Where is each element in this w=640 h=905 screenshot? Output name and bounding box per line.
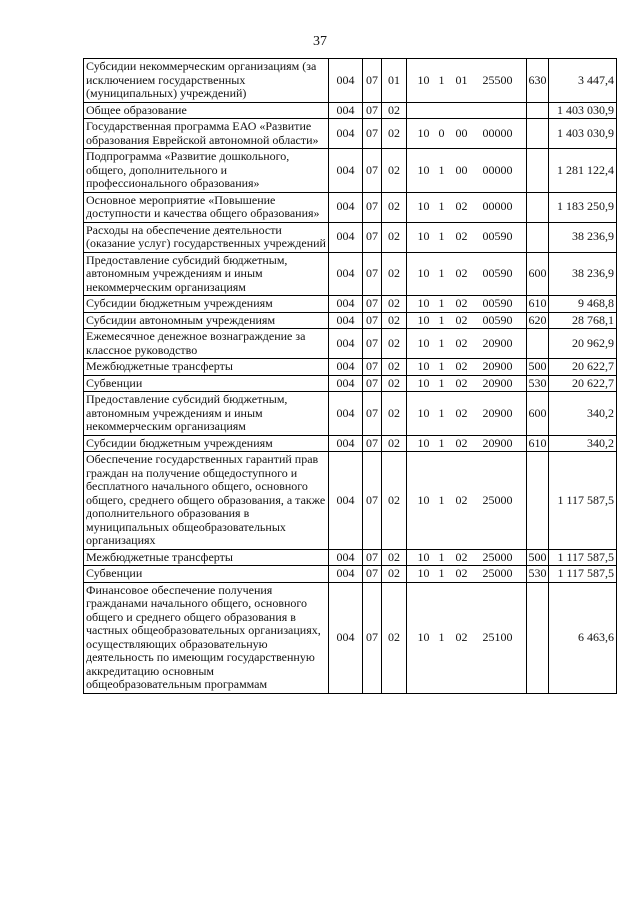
- program-code: 10: [417, 435, 430, 450]
- amount: 1 403 030,9: [549, 119, 617, 149]
- direction-code: 00590: [482, 296, 513, 310]
- direction-code: 25500: [482, 72, 513, 87]
- program-code: 10: [417, 312, 430, 327]
- direction-code: 00590: [482, 229, 513, 244]
- direction-code: 20900: [482, 405, 513, 420]
- subsection-code: 02: [382, 222, 407, 252]
- direction-code: 25100: [482, 629, 513, 644]
- ministry-code: 004: [329, 296, 363, 313]
- subsection-code: 02: [382, 375, 407, 392]
- program-code: 10: [417, 296, 430, 310]
- target-article-code: [407, 149, 527, 193]
- expense-name: Обеспечение государственных гарантий прав граждан на получение общедоступного и бесплатного начального общего, основного общего, среднего общего образования, а также дополнительного образования в муниципальных общеобразовательных организациях: [84, 452, 329, 550]
- ministry-code: 004: [329, 549, 363, 566]
- subsection-code: 02: [382, 566, 407, 583]
- target-article-code: [407, 392, 527, 436]
- direction-code: 25000: [482, 492, 513, 507]
- expense-type-code: 610: [528, 296, 547, 310]
- program-code: 10: [417, 229, 430, 244]
- subprogram-code: 1: [438, 405, 445, 420]
- target-article-code: [407, 359, 527, 376]
- event-code: 00: [455, 162, 468, 177]
- subsection-code: 02: [382, 192, 407, 222]
- subprogram-code: 1: [438, 266, 445, 280]
- target-article-code: [407, 452, 527, 550]
- expense-type-code: 530: [528, 566, 547, 580]
- target-article-code: [407, 435, 527, 452]
- subsection-code: 02: [382, 252, 407, 296]
- direction-code: 20900: [482, 435, 513, 450]
- section-code: 07: [363, 296, 382, 313]
- table-row: [84, 582, 617, 693]
- subprogram-code: 1: [438, 549, 445, 564]
- subsection-code: 02: [382, 359, 407, 376]
- amount: 1 403 030,9: [549, 102, 617, 119]
- amount: 1 117 587,5: [549, 452, 617, 550]
- subprogram-code: 1: [438, 435, 445, 450]
- amount: 20 962,9: [549, 329, 617, 359]
- expense-name: Субсидии бюджетным учреждениям: [84, 435, 329, 452]
- expense-type-code: 610: [528, 435, 547, 450]
- target-article-code: [407, 192, 527, 222]
- expense-name: Субсидии бюджетным учреждениям: [84, 296, 329, 313]
- section-code: 07: [363, 102, 382, 119]
- section-code: 07: [363, 392, 382, 436]
- expense-type-code: [527, 582, 549, 693]
- subsection-code: 02: [382, 329, 407, 359]
- event-code: 02: [455, 549, 468, 564]
- section-code: 07: [363, 375, 382, 392]
- table-row: [84, 549, 617, 566]
- ministry-code: 004: [329, 452, 363, 550]
- event-code: 02: [455, 375, 468, 390]
- subprogram-code: 0: [438, 125, 445, 140]
- target-article-code: [407, 252, 527, 296]
- expense-name: Подпрограмма «Развитие дошкольного, общего, дополнительного и профессионального образования»: [84, 149, 329, 193]
- expense-type-code: 600: [527, 392, 549, 436]
- expense-name: Ежемесячное денежное вознаграждение за классное руководство: [84, 329, 329, 359]
- amount: 3 447,4: [549, 59, 617, 103]
- event-code: 02: [455, 405, 468, 420]
- amount: 1 281 122,4: [549, 149, 617, 193]
- subprogram-code: 1: [438, 375, 445, 390]
- target-article-code: [407, 296, 527, 313]
- target-article-code: [407, 102, 527, 119]
- event-code: 02: [455, 229, 468, 244]
- direction-code: 20900: [482, 335, 513, 350]
- expense-type-code: 600: [527, 252, 549, 296]
- direction-code: 25000: [482, 549, 513, 564]
- expense-name: Государственная программа ЕАО «Развитие образования Еврейской автономной области»: [84, 119, 329, 149]
- subsection-code: 02: [382, 452, 407, 550]
- section-code: 07: [363, 582, 382, 693]
- event-code: 02: [455, 335, 468, 350]
- table-row: [84, 192, 617, 222]
- subprogram-code: 1: [438, 629, 445, 644]
- section-code: 07: [363, 252, 382, 296]
- table-row: [84, 329, 617, 359]
- amount: 28 768,1: [549, 312, 617, 329]
- target-article-code: [407, 375, 527, 392]
- subprogram-code: 1: [438, 199, 445, 214]
- table-row: [84, 149, 617, 193]
- event-code: 02: [455, 435, 468, 450]
- amount: 38 236,9: [549, 252, 617, 296]
- subprogram-code: 1: [438, 359, 445, 373]
- subprogram-code: 1: [438, 72, 445, 87]
- expense-type-code: 630: [527, 59, 549, 103]
- program-code: 10: [417, 162, 430, 177]
- ministry-code: 004: [329, 252, 363, 296]
- direction-code: 20900: [482, 375, 513, 390]
- expense-name: Субвенции: [84, 375, 329, 392]
- expense-type-code: 530: [528, 375, 547, 390]
- expense-type-code: [527, 329, 549, 359]
- table-row: [84, 296, 617, 313]
- subsection-code: 02: [382, 582, 407, 693]
- section-code: 07: [363, 452, 382, 550]
- section-code: 07: [363, 149, 382, 193]
- ministry-code: 004: [329, 435, 363, 452]
- expense-name: Финансовое обеспечение получения гражданами начального общего, основного общего и среднего общего образования в частных общеобразовательных организациях, осуществляющих образовательную деятельность по имеющим государственную аккредитацию основным общеобразовательным программам: [84, 582, 329, 693]
- event-code: 02: [455, 629, 468, 644]
- subsection-code: 02: [382, 435, 407, 452]
- expense-name: Межбюджетные трансферты: [84, 359, 329, 376]
- ministry-code: 004: [329, 192, 363, 222]
- expense-type-code: [527, 452, 549, 550]
- target-article-code: [407, 312, 527, 329]
- direction-code: 00000: [482, 199, 513, 214]
- amount: 1 117 587,5: [549, 549, 617, 566]
- table-row: [84, 222, 617, 252]
- event-code: 02: [455, 492, 468, 507]
- event-code: 02: [455, 359, 468, 373]
- section-code: 07: [363, 119, 382, 149]
- direction-code: 00590: [482, 266, 513, 280]
- amount: 38 236,9: [549, 222, 617, 252]
- amount: 6 463,6: [549, 582, 617, 693]
- subprogram-code: 1: [438, 566, 445, 580]
- ministry-code: 004: [329, 312, 363, 329]
- event-code: 02: [455, 266, 468, 280]
- table-row: [84, 375, 617, 392]
- table-row: [84, 252, 617, 296]
- program-code: 10: [417, 405, 430, 420]
- direction-code: 00000: [482, 125, 513, 140]
- table-row: [84, 359, 617, 376]
- ministry-code: 004: [329, 359, 363, 376]
- event-code: 00: [455, 125, 468, 140]
- program-code: 10: [417, 72, 430, 87]
- amount: 1 183 250,9: [549, 192, 617, 222]
- expense-name: Субсидии автономным учреждениям: [84, 312, 329, 329]
- target-article-code: [407, 566, 527, 583]
- event-code: 02: [455, 566, 468, 580]
- expense-type-code: 500: [528, 359, 547, 373]
- expense-type-code: [527, 102, 549, 119]
- section-code: 07: [363, 312, 382, 329]
- target-article-code: [407, 582, 527, 693]
- budget-table: [83, 58, 617, 694]
- subprogram-code: 1: [438, 335, 445, 350]
- expense-name: Субвенции: [84, 566, 329, 583]
- target-article-code: [407, 222, 527, 252]
- amount: 20 622,7: [549, 375, 617, 392]
- table-row: [84, 119, 617, 149]
- expense-type-code: 620: [528, 312, 547, 327]
- expense-name: Общее образование: [84, 102, 329, 119]
- program-code: 10: [417, 359, 430, 373]
- target-article-code: [407, 549, 527, 566]
- expense-type-code: 500: [528, 549, 547, 564]
- section-code: 07: [363, 59, 382, 103]
- subprogram-code: 1: [438, 492, 445, 507]
- ministry-code: 004: [329, 566, 363, 583]
- table-row: [84, 566, 617, 583]
- ministry-code: 004: [329, 59, 363, 103]
- event-code: 02: [455, 199, 468, 214]
- table-row: [84, 435, 617, 452]
- expense-name: Субсидии некоммерческим организациям (за исключением государственных (муниципальных) учреждений): [84, 59, 329, 103]
- expense-type-code: [527, 149, 549, 193]
- expense-type-code: [527, 119, 549, 149]
- program-code: 10: [417, 549, 430, 564]
- table-row: [84, 59, 617, 103]
- target-article-code: [407, 59, 527, 103]
- section-code: 07: [363, 435, 382, 452]
- ministry-code: 004: [329, 149, 363, 193]
- table-row: [84, 392, 617, 436]
- table-row: [84, 312, 617, 329]
- subprogram-code: 1: [438, 162, 445, 177]
- program-code: 10: [417, 492, 430, 507]
- section-code: 07: [363, 192, 382, 222]
- program-code: 10: [417, 125, 430, 140]
- expense-type-code: [527, 222, 549, 252]
- direction-code: 00000: [482, 162, 513, 177]
- direction-code: 25000: [482, 566, 513, 580]
- amount: 20 622,7: [549, 359, 617, 376]
- direction-code: 00590: [482, 312, 513, 327]
- expense-name: Предоставление субсидий бюджетным, автономным учреждениям и иным некоммерческим организациям: [84, 252, 329, 296]
- event-code: 02: [455, 312, 468, 327]
- section-code: 07: [363, 549, 382, 566]
- event-code: 01: [455, 72, 468, 87]
- subsection-code: 01: [382, 59, 407, 103]
- section-code: 07: [363, 359, 382, 376]
- program-code: 10: [417, 629, 430, 644]
- subsection-code: 02: [382, 392, 407, 436]
- page-number: 37: [313, 34, 327, 49]
- ministry-code: 004: [329, 119, 363, 149]
- subsection-code: 02: [382, 102, 407, 119]
- subsection-code: 02: [382, 296, 407, 313]
- program-code: 10: [417, 566, 430, 580]
- program-code: 10: [417, 199, 430, 214]
- event-code: 02: [455, 296, 468, 310]
- target-article-code: [407, 329, 527, 359]
- section-code: 07: [363, 566, 382, 583]
- amount: 340,2: [549, 435, 617, 452]
- ministry-code: 004: [329, 222, 363, 252]
- target-article-code: [407, 119, 527, 149]
- ministry-code: 004: [329, 102, 363, 119]
- table-row: [84, 102, 617, 119]
- expense-name: Расходы на обеспечение деятельности (оказание услуг) государственных учреждений: [84, 222, 329, 252]
- section-code: 07: [363, 329, 382, 359]
- subsection-code: 02: [382, 149, 407, 193]
- ministry-code: 004: [329, 582, 363, 693]
- expense-name: Основное мероприятие «Повышение доступности и качества общего образования»: [84, 192, 329, 222]
- expense-name: Межбюджетные трансферты: [84, 549, 329, 566]
- ministry-code: 004: [329, 375, 363, 392]
- subsection-code: 02: [382, 119, 407, 149]
- section-code: 07: [363, 222, 382, 252]
- table-row: [84, 452, 617, 550]
- subsection-code: 02: [382, 549, 407, 566]
- subprogram-code: 1: [438, 229, 445, 244]
- program-code: 10: [417, 335, 430, 350]
- subsection-code: 02: [382, 312, 407, 329]
- ministry-code: 004: [329, 392, 363, 436]
- subprogram-code: 1: [438, 296, 445, 310]
- direction-code: 20900: [482, 359, 513, 373]
- amount: 340,2: [549, 392, 617, 436]
- subprogram-code: 1: [438, 312, 445, 327]
- program-code: 10: [417, 266, 430, 280]
- expense-name: Предоставление субсидий бюджетным, автономным учреждениям и иным некоммерческим организациям: [84, 392, 329, 436]
- expense-type-code: [527, 192, 549, 222]
- ministry-code: 004: [329, 329, 363, 359]
- program-code: 10: [417, 375, 430, 390]
- amount: 1 117 587,5: [549, 566, 617, 583]
- amount: 9 468,8: [549, 296, 617, 313]
